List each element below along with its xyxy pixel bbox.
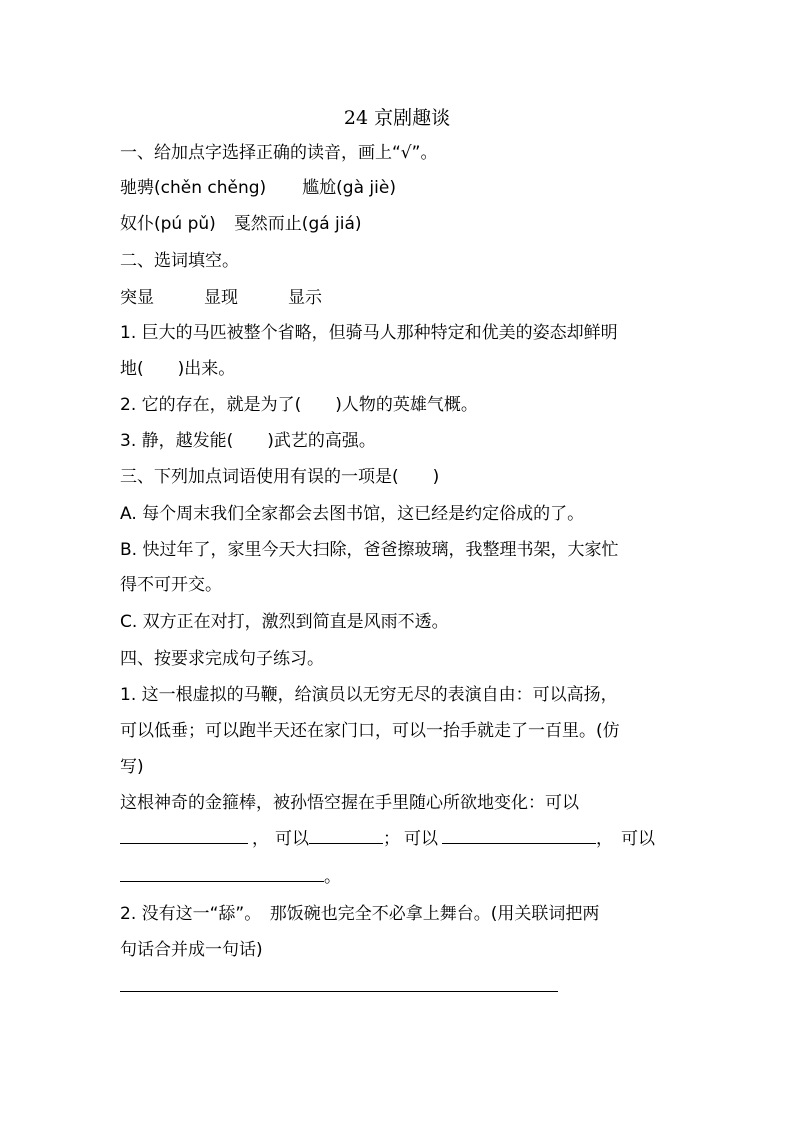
pinyin-item-chicheng: 驰骋(chěn chěng) xyxy=(120,178,267,198)
fill-text: 可以 xyxy=(621,829,655,849)
fill-in-row1 xyxy=(120,828,655,850)
section4-q1-prompt: 这根神奇的金箍棒，被孙悟空握在手里随心所欲地变化：可以 xyxy=(120,793,579,813)
answer-blank[interactable] xyxy=(309,829,383,844)
option-c: C. 双方正在对打，激烈到简直是风雨不透。 xyxy=(120,612,449,632)
section2-q1-line1: 1. 巨大的马匹被整个省略，但骑马人那种特定和优美的姿态却鲜明 xyxy=(120,323,618,343)
section4-heading: 四、按要求完成句子练习。 xyxy=(120,649,324,669)
option-b-line1: B. 快过年了，家里今天大扫除，爸爸擦玻璃，我整理书架，大家忙 xyxy=(120,540,619,560)
word-option: 显现 xyxy=(204,288,238,308)
fill-in-row2 xyxy=(120,866,341,888)
pinyin-item-nupu: 奴仆(pú pǔ) xyxy=(120,214,216,234)
option-a: A. 每个周末我们全家都会去图书馆，这已经是约定俗成的了。 xyxy=(120,504,585,524)
section2-q2: 2. 它的存在，就是为了( )人物的英雄气概。 xyxy=(120,395,478,415)
section1-row2 xyxy=(120,213,362,235)
punctuation: 。 xyxy=(324,867,341,887)
pinyin-item-ganga: 尴尬(gà jiè) xyxy=(302,178,396,198)
punctuation: ， xyxy=(252,829,269,849)
page-title: 24 京剧趣谈 xyxy=(343,107,451,129)
fill-text: 可以 xyxy=(275,829,309,849)
answer-blank[interactable] xyxy=(442,829,596,844)
answer-blank[interactable] xyxy=(120,867,324,882)
punctuation: ， xyxy=(596,829,613,849)
section4-q2-line1: 2. 没有这一“舔”。 那饭碗也完全不必拿上舞台。(用关联词把两 xyxy=(120,904,600,924)
section4-q1-line2: 可以低垂；可以跑半天还在家门口，可以一抬手就走了一百里。(仿 xyxy=(120,721,620,741)
section4-q2-line2: 句话合并成一句话) xyxy=(120,940,263,960)
answer-line[interactable] xyxy=(120,991,558,992)
option-b-line2: 得不可开交。 xyxy=(120,575,222,595)
answer-blank[interactable] xyxy=(120,829,248,844)
section1-heading: 一、给加点字选择正确的读音，画上“√”。 xyxy=(120,143,438,163)
word-option: 显示 xyxy=(288,288,322,308)
pinyin-item-jiaranerzhi: 戛然而止(gá jiá) xyxy=(233,214,362,234)
section2-q3: 3. 静，越发能( )武艺的高强。 xyxy=(120,431,376,451)
word-option: 突显 xyxy=(120,288,154,308)
section1-row1 xyxy=(120,177,396,199)
section3-heading: 三、下列加点词语使用有误的一项是( ) xyxy=(120,467,440,487)
section2-heading: 二、选词填空。 xyxy=(120,251,239,271)
punctuation: ； xyxy=(383,829,400,849)
section2-q1-line2: 地( )出来。 xyxy=(120,359,236,379)
word-bank xyxy=(120,287,322,309)
section4-q1-line1: 1. 这一根虚拟的马鞭，给演员以无穷无尽的表演自由：可以高扬， xyxy=(120,685,618,705)
section4-q1-line3: 写) xyxy=(120,757,144,777)
fill-text: 可以 xyxy=(404,829,438,849)
